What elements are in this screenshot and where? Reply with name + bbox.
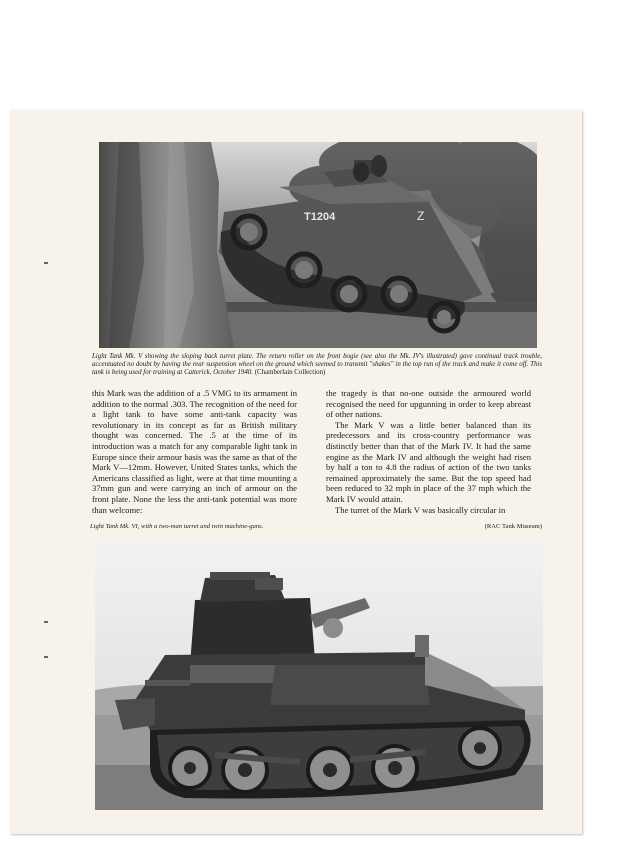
tank-mk-v-illustration bbox=[99, 142, 537, 348]
page bbox=[10, 110, 582, 834]
caption-top-credit: (Chamberlain Collection) bbox=[254, 369, 326, 377]
photo-caption-top bbox=[92, 353, 542, 378]
scan-mark bbox=[44, 656, 48, 658]
paragraph: the tragedy is that no-one outside the armoured world recognised the need for upgunning in order to keep abreast of other nations. bbox=[326, 388, 531, 420]
scan-mark bbox=[44, 262, 48, 264]
tank-number-label: T1204 bbox=[304, 211, 336, 223]
photo-caption-bottom: Light Tank Mk. VI, with a two-man turret and twin machine-guns. bbox=[90, 523, 264, 530]
tank-mk-vi-illustration bbox=[95, 540, 543, 810]
caption-top-text: Light Tank Mk. V showing the sloping back turret plate. The return roller on the front bogie (see also the Mk. IV's illustrated) gave continual track trouble, accentuated no doubt by having the rear suspension wheel on the ground which seemed to transmit "shakes" in the top run of the track and make it come off. This tank is being used for training at Catterick, October 1940. bbox=[92, 353, 542, 377]
paragraph: this Mark was the addition of a .5 VMG to its armament in addition to the normal .303. The recognition of the need for a light tank to have some anti-tank capacity was revolutionary in its concept as far as British military thought was concerned. The .5 at the time of its introduction was a match for any comparable light tank in Europe since their armour basis was the same as that of the Mark V—12mm. However, United States tanks, which the Americans classified as light, were at that time mounting a 37mm gun and were carrying an inch of armour on the front plate. None the less the anti-tank potential was more than welcome: bbox=[92, 388, 297, 515]
text-column-right bbox=[326, 388, 531, 515]
photo-light-tank-mk-vi bbox=[95, 540, 543, 810]
photo-credit-bottom: (RAC Tank Museum) bbox=[484, 523, 542, 530]
scan-mark bbox=[44, 621, 48, 623]
paragraph: The turret of the Mark V was basically circular in bbox=[335, 504, 506, 515]
svg-text:Z: Z bbox=[417, 209, 425, 223]
photo-light-tank-mk-v bbox=[99, 142, 537, 348]
paragraph: The Mark V was a little better balanced than its predecessors and its cross-country performance was distinctly better than that of the Mark IV. It had the same engine as the Mark IV and although the weight had risen by half a ton to 4.8 the radius of action of the two tanks remained approximately the same. But the top speed had been reduced to 32 mph in place of the 37 mph which the Mark IV would attain. bbox=[326, 419, 531, 504]
text-column-left bbox=[92, 388, 297, 515]
